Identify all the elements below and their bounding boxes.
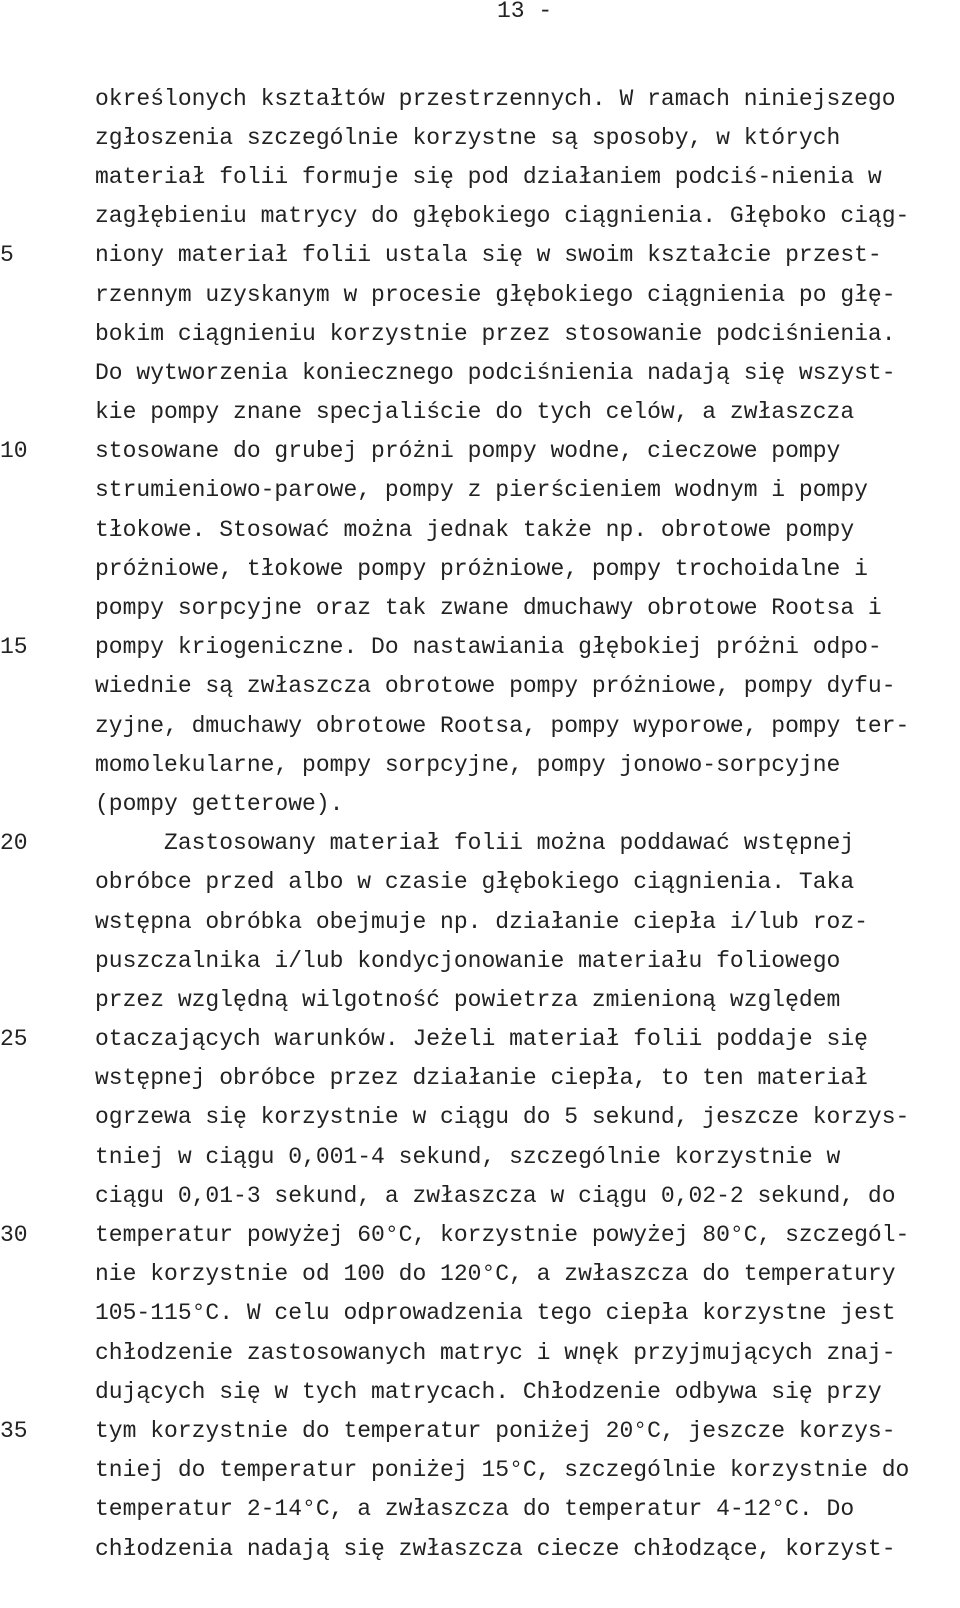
text-line: pompy kriogeniczne. Do nastawiania głębokiej próżni odpo- (95, 634, 882, 661)
text-line: stosowane do grubej próżni pompy wodne, cieczowe pompy (95, 438, 841, 465)
text-line: (pompy getterowe). (95, 790, 344, 817)
text-line: zagłębieniu matrycy do głębokiego ciągnienia. Głęboko ciąg- (95, 203, 910, 230)
text-line: materiał folii formuje się pod działaniem podciś-nienia w (95, 163, 882, 190)
text-line: obróbce przed albo w czasie głębokiego ciągnienia. Taka (95, 869, 855, 896)
body-text (95, 80, 960, 1569)
text-line: dujących się w tych matrycach. Chłodzenie odbywa się przy (95, 1378, 882, 1405)
text-line: otaczających warunków. Jeżeli materiał folii poddaje się (95, 1026, 868, 1053)
line-number: 5 (0, 242, 14, 269)
text-line: momolekularne, pompy sorpcyjne, pompy jonowo-sorpcyjne (95, 751, 841, 778)
text-line: wstępna obróbka obejmuje np. działanie ciepła i/lub roz- (95, 908, 868, 935)
text-line: temperatur powyżej 60°C, korzystnie powyżej 80°C, szczegól- (95, 1222, 910, 1249)
text-line: temperatur 2-14°C, a zwłaszcza do temperatur 4-12°C. Do (95, 1496, 855, 1523)
margin-line-numbers (0, 236, 60, 1608)
line-number: 25 (0, 1026, 28, 1053)
line-number: 20 (0, 830, 28, 857)
text-line: tym korzystnie do temperatur poniżej 20°C, jeszcze korzys- (95, 1417, 896, 1444)
text-line: kie pompy znane specjaliście do tych celów, a zwłaszcza (95, 399, 855, 426)
text-line: ciągu 0,01-3 sekund, a zwłaszcza w ciągu 0,02-2 sekund, do (95, 1182, 896, 1209)
text-line: tniej do temperatur poniżej 15°C, szczególnie korzystnie do (95, 1457, 910, 1484)
text-line: puszczalnika i/lub kondycjonowanie materiału foliowego (95, 947, 841, 974)
text-line: Do wytworzenia koniecznego podciśnienia nadają się wszyst- (95, 359, 896, 386)
page-number: 13 - (497, 0, 553, 24)
text-line: strumieniowo-parowe, pompy z pierścieniem wodnym i pompy (95, 477, 868, 504)
text-line: zyjne, dmuchawy obrotowe Rootsa, pompy wyporowe, pompy ter- (95, 712, 910, 739)
text-line: bokim ciągnieniu korzystnie przez stosowanie podciśnienia. (95, 320, 896, 347)
line-number: 35 (0, 1418, 28, 1445)
line-number: 10 (0, 438, 28, 465)
text-line: tłokowe. Stosować można jednak także np. obrotowe pompy (95, 516, 855, 543)
text-line: przez względną wilgotność powietrza zmienioną względem (95, 986, 841, 1013)
text-line: wstępnej obróbce przez działanie ciepła, to ten materiał (95, 1065, 868, 1092)
text-line: chłodzenia nadają się zwłaszcza ciecze chłodzące, korzyst- (95, 1535, 896, 1562)
text-line: wiednie są zwłaszcza obrotowe pompy próżniowe, pompy dyfu- (95, 673, 896, 700)
text-line: ogrzewa się korzystnie w ciągu do 5 sekund, jeszcze korzys- (95, 1104, 910, 1131)
text-line: próżniowe, tłokowe pompy próżniowe, pompy trochoidalne i (95, 555, 868, 582)
text-line: niony materiał folii ustala się w swoim kształcie przest- (95, 242, 882, 269)
line-number: 30 (0, 1222, 28, 1249)
text-line: określonych kształtów przestrzennych. W ramach niniejszego (95, 85, 896, 112)
text-line: chłodzenie zastosowanych matryc i wnęk przyjmujących znaj- (95, 1339, 896, 1366)
text-line: tniej w ciągu 0,001-4 sekund, szczególnie korzystnie w (95, 1143, 841, 1170)
text-line: Zastosowany materiał folii można poddawać wstępnej (95, 830, 855, 857)
line-number: 15 (0, 634, 28, 661)
text-line: 105-115°C. W celu odprowadzenia tego ciepła korzystne jest (95, 1300, 896, 1327)
text-line: pompy sorpcyjne oraz tak zwane dmuchawy obrotowe Rootsa i (95, 595, 882, 622)
text-line: nie korzystnie od 100 do 120°C, a zwłaszcza do temperatury (95, 1261, 896, 1288)
text-line: zgłoszenia szczególnie korzystne są sposoby, w których (95, 124, 841, 151)
text-line: rzennym uzyskanym w procesie głębokiego ciągnienia po głę- (95, 281, 896, 308)
